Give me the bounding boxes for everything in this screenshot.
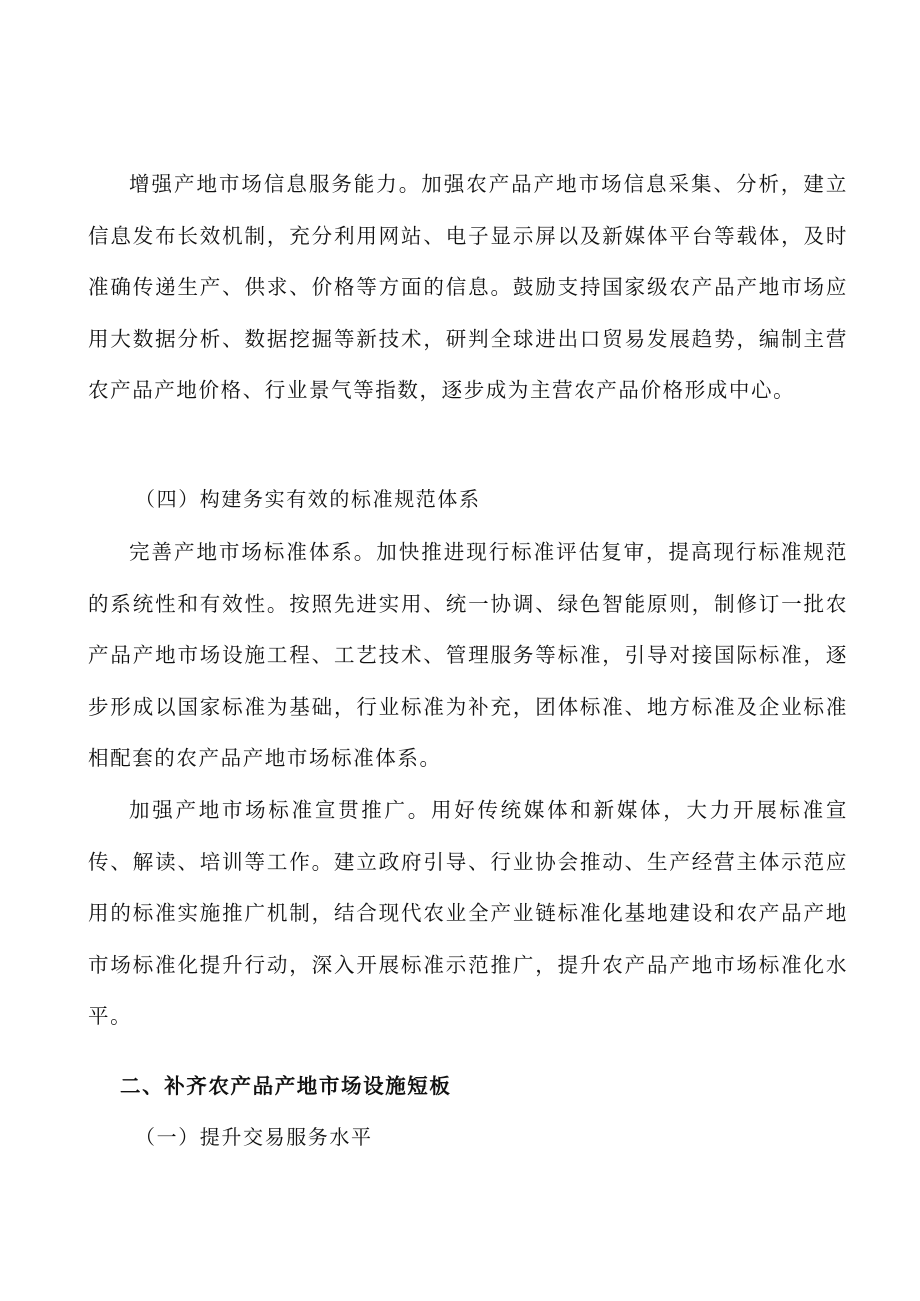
- section-heading-facility-shortfall: 二、补齐农产品产地市场设施短板: [120, 1074, 452, 1098]
- paragraph-standard-promotion: 加强产地市场标准宣贯推广。用好传统媒体和新媒体，大力开展标准宣传、解读、培训等工作。建立政府引导、行业协会推动、生产经营主体示范应用的标准实施推广机制，结合现代农业全产业链标准化基地建设和农产品产地市场标准化提升行动，深入开展标准示范推广，提升农产品产地市场标准化水平。: [88, 798, 848, 1028]
- paragraph-market-info-service: 增强产地市场信息服务能力。加强农产品产地市场信息采集、分析，建立信息发布长效机制，充分利用网站、电子显示屏以及新媒体平台等载体，及时准确传递生产、供求、价格等方面的信息。鼓励支持国家级农产品产地市场应用大数据分析、数据挖掘等新技术，研判全球进出口贸易发展趋势，编制主营农产品产地价格、行业景气等指数，逐步成为主营农产品价格形成中心。: [88, 172, 848, 402]
- subheading-trading-service: （一）提升交易服务水平: [135, 1125, 373, 1149]
- paragraph-standard-system: 完善产地市场标准体系。加快推进现行标准评估复审，提高现行标准规范的系统性和有效性。按照先进实用、统一协调、绿色智能原则，制修订一批农产品产地市场设施工程、工艺技术、管理服务等标准，引导对接国际标准，逐步形成以国家标准为基础，行业标准为补充，团体标准、地方标准及企业标准相配套的农产品产地市场标准体系。: [88, 540, 848, 770]
- subheading-standard-system: （四）构建务实有效的标准规范体系: [135, 487, 481, 511]
